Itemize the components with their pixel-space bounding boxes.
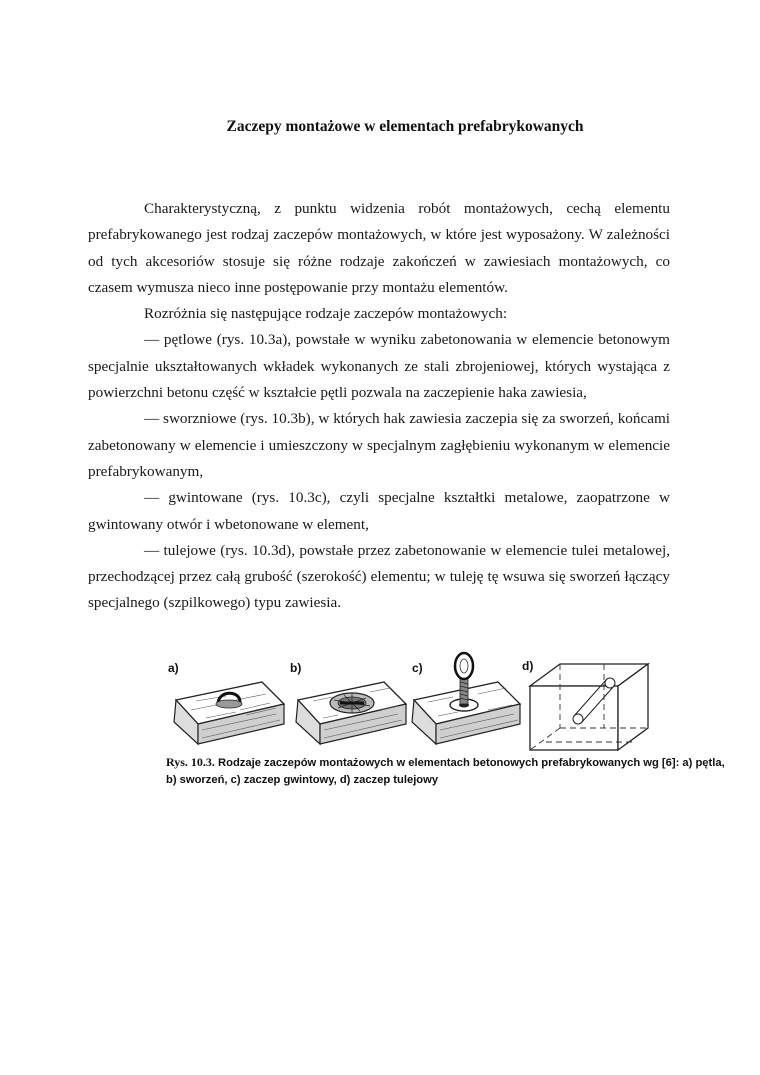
sleeve-anchor-drawing [520,658,655,756]
list-item-sleeve: — tulejowe (rys. 10.3d), powstałe przez zabetonowanie w elemencie tulei metalowej, przechodzącej przez całą grubość (szerokość) elementu; w tuleję tę wsuwa się sworzeń łączący specjalnego (szpilkowego) typu zawiesia. [88,541,670,612]
figure-caption [166,754,731,789]
figure-label-d: d) [522,659,534,673]
page-title: Zaczepy montażowe w elementach prefabrykowanych [226,118,584,135]
figure-label-c: c) [412,661,423,675]
figure-label-a: a) [168,661,179,675]
caption-text: Rodzaje zaczepów montażowych w elementach betonowych prefabrykowanych wg [6]: a) pętla, b) sworzeń, c) zaczep gwintowy, d) zaczep tulejowy [166,757,725,786]
caption-number: Rys. 10.3. [166,755,215,769]
threaded-anchor-drawing [408,650,522,752]
pin-anchor-drawing [288,670,410,752]
list-item-threaded: — gwintowane (rys. 10.3c), czyli specjalne kształtki metalowe, zaopatrzone w gwintowany otwór i wbetonowane w element, [88,489,670,533]
paragraph-list-intro: Rozróżnia się następujące rodzaje zaczepów montażowych: [144,305,508,323]
list-item-loop: — pętlowe (rys. 10.3a), powstałe w wyniku zabetonowania w elemencie betonowym specjalnie ukształtowanych wkładek wykonanych ze stali zbrojeniowej, których wystająca z powierzchni betonu część w kształcie pętli pozwala na zaczepienie haka zawiesia, [88,331,670,402]
body-text [88,196,670,617]
loop-anchor-drawing [166,670,286,752]
paragraph-intro: Charakterystyczną, z punktu widzenia robót montażowych, cechą elementu prefabrykowanego jest rodzaj zaczepów montażowych, w które jest wyposażony. W zależności od tych akcesoriów stosuje się różne rodzaje zakończeń w zawiesiach montażowych, co czasem wymusza nieco inne postępowanie przy montażu elementów. [88,200,670,296]
figure-label-b: b) [290,661,302,675]
list-item-pin: — sworzniowe (rys. 10.3b), w których hak zawiesia zaczepia się za sworzeń, końcami zabetonowany w elemencie i umieszczony w specjalnym zagłębieniu wykonanym w elemencie prefabrykowanym, [88,410,670,480]
